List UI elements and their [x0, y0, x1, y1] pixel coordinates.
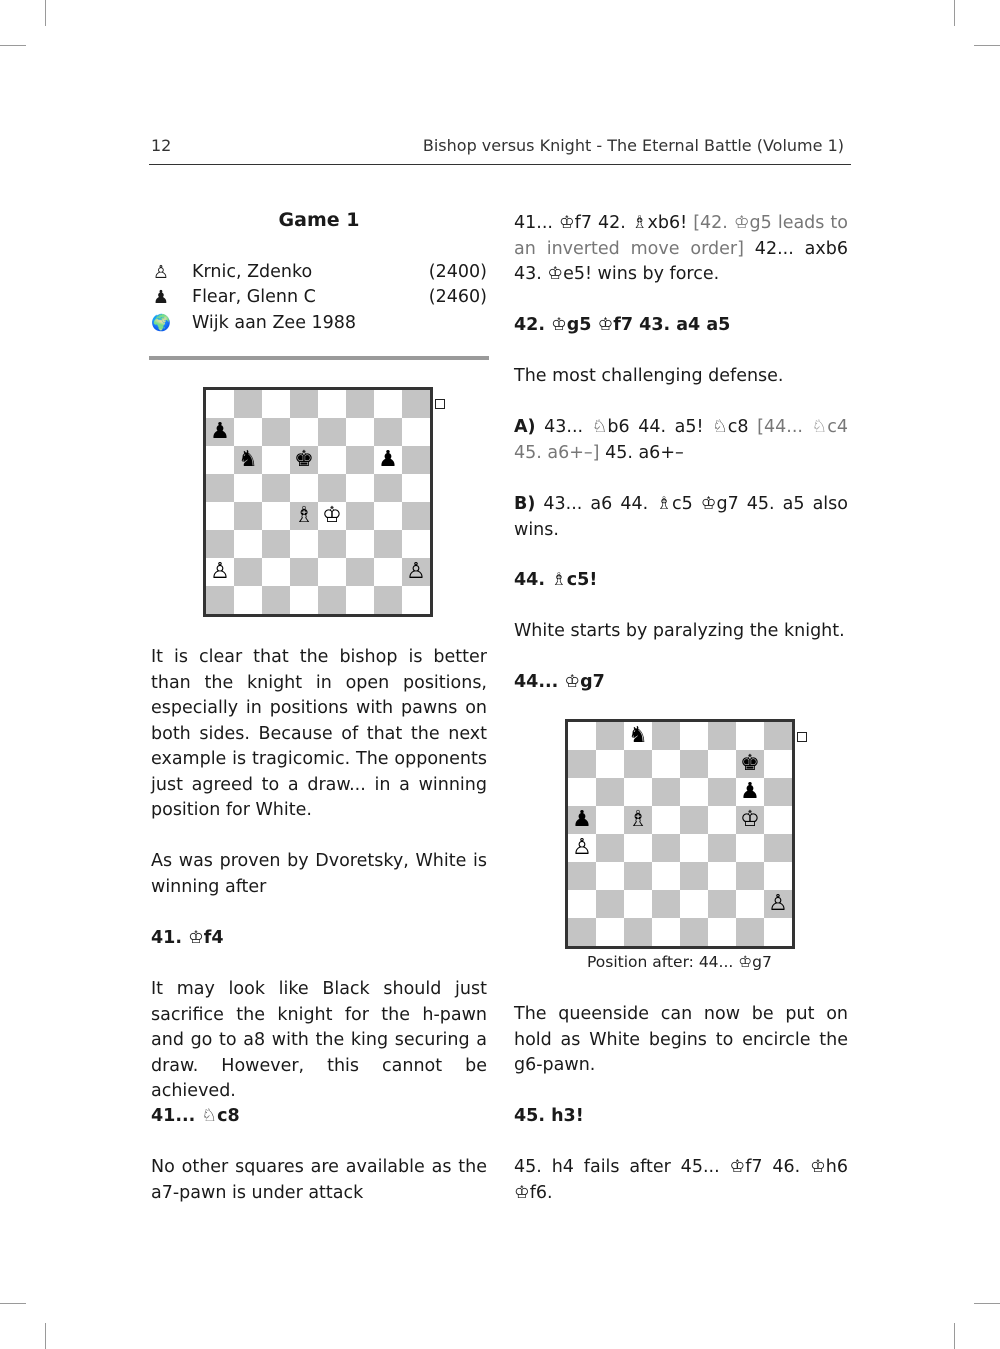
black-player-name: Flear, Glenn C — [192, 287, 316, 307]
board-square — [374, 418, 402, 446]
page-number: 12 — [151, 136, 172, 155]
variation-comment: [42. ♔g5 leads to an inverted move order] — [514, 213, 848, 259]
board-square — [290, 474, 318, 502]
board-square — [736, 806, 764, 834]
event-name: Wijk aan Zee 1988 — [192, 313, 357, 333]
white-bishop-icon: ♗ — [628, 807, 648, 832]
paragraph: The queenside can now be put on hold as White begins to encircle the g6-pawn. — [514, 1004, 848, 1075]
crop-mark — [0, 1303, 26, 1304]
board-square — [596, 890, 624, 918]
board-square — [708, 806, 736, 834]
running-header-title: Bishop versus Knight - The Eternal Battle (Volume 1) — [422, 136, 844, 155]
board-square — [206, 474, 234, 502]
white-king-icon: ♔ — [322, 503, 342, 528]
move-text: 43... a6 44. ♗c5 ♔g7 45. a5 also wins. — [514, 494, 848, 540]
variation-label: B) — [514, 494, 536, 514]
board-square — [764, 918, 792, 946]
white-pawn-icon: ♙ — [572, 835, 592, 860]
board-square — [318, 418, 346, 446]
board-square — [764, 862, 792, 890]
board-square — [374, 474, 402, 502]
board-square — [374, 446, 402, 474]
move-text: 45. a6+– — [599, 442, 684, 463]
board-square — [318, 390, 346, 418]
board-square — [596, 722, 624, 750]
board-square — [262, 558, 290, 586]
board-square — [318, 446, 346, 474]
board-square — [290, 558, 318, 586]
board-square — [764, 778, 792, 806]
paragraph — [514, 211, 848, 288]
board-square — [624, 834, 652, 862]
board-square — [402, 474, 430, 502]
header-rule — [149, 164, 851, 165]
move-text: 41... ♔f7 42. ♗xb6! — [514, 213, 694, 233]
board-square — [596, 918, 624, 946]
board-square — [402, 418, 430, 446]
board-square — [764, 890, 792, 918]
crop-mark — [974, 1303, 1000, 1304]
board-square — [568, 806, 596, 834]
board-square — [318, 502, 346, 530]
board-square — [596, 834, 624, 862]
board-square — [290, 530, 318, 558]
board-square — [206, 390, 234, 418]
black-knight-icon: ♞ — [238, 447, 258, 472]
board-square — [234, 474, 262, 502]
board-square — [346, 418, 374, 446]
board-square — [290, 502, 318, 530]
black-king-icon: ♚ — [740, 751, 760, 776]
white-pawn-icon: ♙ — [406, 559, 426, 584]
black-pawn-icon: ♟ — [152, 287, 170, 308]
board-square — [764, 750, 792, 778]
black-king-icon: ♚ — [294, 447, 314, 472]
board-square — [318, 474, 346, 502]
board-square — [708, 750, 736, 778]
board-square — [568, 918, 596, 946]
board-square — [624, 918, 652, 946]
board-square — [234, 530, 262, 558]
white-pawn-icon: ♙ — [210, 559, 230, 584]
chess-diagram-1 — [203, 387, 433, 617]
board-square — [234, 502, 262, 530]
paragraph: 45. h4 fails after 45... ♔f7 46. ♔h6 ♔f6. — [514, 1157, 848, 1203]
move-text: 42... axb6 43. ♔e5! wins by force. — [514, 238, 848, 284]
diagram-caption: Position after: 44... ♔g7 — [587, 953, 772, 971]
board-square — [206, 418, 234, 446]
board-square — [652, 806, 680, 834]
board-square — [346, 586, 374, 614]
board-square — [764, 834, 792, 862]
board-square — [624, 806, 652, 834]
board-square — [652, 722, 680, 750]
board-square — [764, 806, 792, 834]
board-square — [764, 722, 792, 750]
board-square — [290, 418, 318, 446]
board-square — [680, 834, 708, 862]
crop-mark — [954, 0, 955, 26]
black-pawn-icon: ♟ — [378, 447, 398, 472]
board-square — [736, 862, 764, 890]
board-square — [374, 502, 402, 530]
game-title: Game 1 — [278, 209, 360, 231]
white-king-icon: ♔ — [740, 807, 760, 832]
board-square — [346, 446, 374, 474]
black-pawn-icon: ♟ — [210, 419, 230, 444]
board-square — [624, 750, 652, 778]
board-square — [346, 474, 374, 502]
black-player-elo: (2460) — [428, 287, 487, 307]
board-square — [206, 586, 234, 614]
board-square — [262, 446, 290, 474]
move-heading: 41. ♔f4 — [151, 928, 224, 948]
board-square — [736, 834, 764, 862]
board-square — [624, 778, 652, 806]
board-square — [262, 390, 290, 418]
board-square — [346, 530, 374, 558]
chess-diagram-2 — [565, 719, 795, 949]
board-square — [374, 390, 402, 418]
white-player-name: Krnic, Zdenko — [192, 262, 313, 282]
board-square — [402, 390, 430, 418]
board-square — [374, 558, 402, 586]
crop-mark — [45, 0, 46, 26]
black-knight-icon: ♞ — [628, 723, 648, 748]
board-square — [736, 918, 764, 946]
paragraph: It may look like Black should just sacrifice the knight for the h-pawn and go to a8 with the king securing a draw. However, this cannot be achieved. — [151, 979, 487, 1101]
board-square — [596, 806, 624, 834]
board-square — [708, 862, 736, 890]
board-square — [262, 530, 290, 558]
board-square — [346, 558, 374, 586]
board-square — [680, 750, 708, 778]
board-square — [568, 834, 596, 862]
black-pawn-icon: ♟ — [740, 779, 760, 804]
white-player-elo: (2400) — [428, 262, 487, 282]
board-square — [262, 418, 290, 446]
board-square — [736, 890, 764, 918]
board-square — [402, 446, 430, 474]
crop-mark — [974, 45, 1000, 46]
paragraph: It is clear that the bishop is better than the knight in open positions, especially in positions with pawns on both sides. Because of that the next example is tragicomic. The opponents just agreed to a draw... in a winning position for White. — [151, 647, 487, 820]
board-square — [680, 722, 708, 750]
board-square — [736, 778, 764, 806]
paragraph: White starts by paralyzing the knight. — [514, 621, 845, 641]
board-square — [652, 862, 680, 890]
board-square — [624, 722, 652, 750]
board-square — [708, 834, 736, 862]
white-to-move-marker — [435, 399, 445, 409]
paragraph: The most challenging defense. — [514, 366, 784, 386]
board-square — [234, 558, 262, 586]
variation-label: A) — [514, 417, 536, 437]
white-player-row — [151, 262, 487, 288]
event-row — [151, 313, 487, 339]
crop-mark — [954, 1323, 955, 1349]
board-square — [708, 890, 736, 918]
board-square — [680, 862, 708, 890]
board-square — [206, 558, 234, 586]
board-square — [290, 586, 318, 614]
board-square — [318, 558, 346, 586]
board-square — [568, 722, 596, 750]
board-square — [596, 778, 624, 806]
board-square — [708, 778, 736, 806]
board-square — [346, 390, 374, 418]
move-heading: 42. ♔g5 ♔f7 43. a4 a5 — [514, 315, 731, 335]
board-square — [374, 586, 402, 614]
board-square — [262, 502, 290, 530]
section-rule — [149, 356, 489, 360]
variation-a — [514, 415, 848, 466]
board-square — [736, 722, 764, 750]
board-square — [652, 918, 680, 946]
board-square — [680, 918, 708, 946]
move-text: 43... ♘b6 44. a5! ♘c8 — [535, 417, 758, 437]
board-square — [708, 918, 736, 946]
board-square — [206, 530, 234, 558]
board-square — [346, 502, 374, 530]
white-pawn-icon: ♙ — [152, 262, 170, 283]
white-bishop-icon: ♗ — [294, 503, 314, 528]
crop-mark — [0, 45, 26, 46]
move-heading: 44. ♗c5! — [514, 570, 598, 590]
board-square — [206, 502, 234, 530]
board-square — [402, 530, 430, 558]
board-square — [568, 778, 596, 806]
board-square — [596, 750, 624, 778]
board-square — [318, 530, 346, 558]
board-square — [624, 890, 652, 918]
board-square — [652, 750, 680, 778]
move-heading: 41... ♘c8 — [151, 1106, 240, 1126]
board-square — [402, 502, 430, 530]
board-square — [736, 750, 764, 778]
board-square — [624, 862, 652, 890]
board-square — [402, 586, 430, 614]
board-square — [262, 586, 290, 614]
board-square — [652, 778, 680, 806]
board-square — [680, 806, 708, 834]
variation-b — [514, 492, 848, 543]
board-square — [206, 446, 234, 474]
board-square — [234, 446, 262, 474]
board-square — [568, 750, 596, 778]
board-square — [652, 890, 680, 918]
paragraph: No other squares are available as the a7-pawn is under attack — [151, 1157, 487, 1203]
white-pawn-icon: ♙ — [768, 891, 788, 916]
black-pawn-icon: ♟ — [572, 807, 592, 832]
board-square — [680, 778, 708, 806]
move-heading: 45. h3! — [514, 1106, 584, 1126]
board-square — [234, 586, 262, 614]
board-square — [290, 390, 318, 418]
board-square — [290, 446, 318, 474]
board-square — [318, 586, 346, 614]
white-to-move-marker — [797, 732, 807, 742]
black-player-row — [151, 287, 487, 313]
variation-comment: [44... ♘c4 45. a6+–] — [514, 417, 848, 463]
board-square — [708, 722, 736, 750]
board-square — [234, 390, 262, 418]
paragraph: As was proven by Dvoretsky, White is winning after — [151, 851, 487, 897]
move-heading: 44... ♔g7 — [514, 672, 605, 692]
board-square — [234, 418, 262, 446]
board-square — [262, 474, 290, 502]
board-square — [568, 890, 596, 918]
board-square — [402, 558, 430, 586]
board-square — [596, 862, 624, 890]
board-square — [374, 530, 402, 558]
crop-mark — [45, 1323, 46, 1349]
globe-icon: 🌍 — [151, 313, 171, 332]
board-square — [652, 834, 680, 862]
board-square — [568, 862, 596, 890]
board-square — [680, 890, 708, 918]
